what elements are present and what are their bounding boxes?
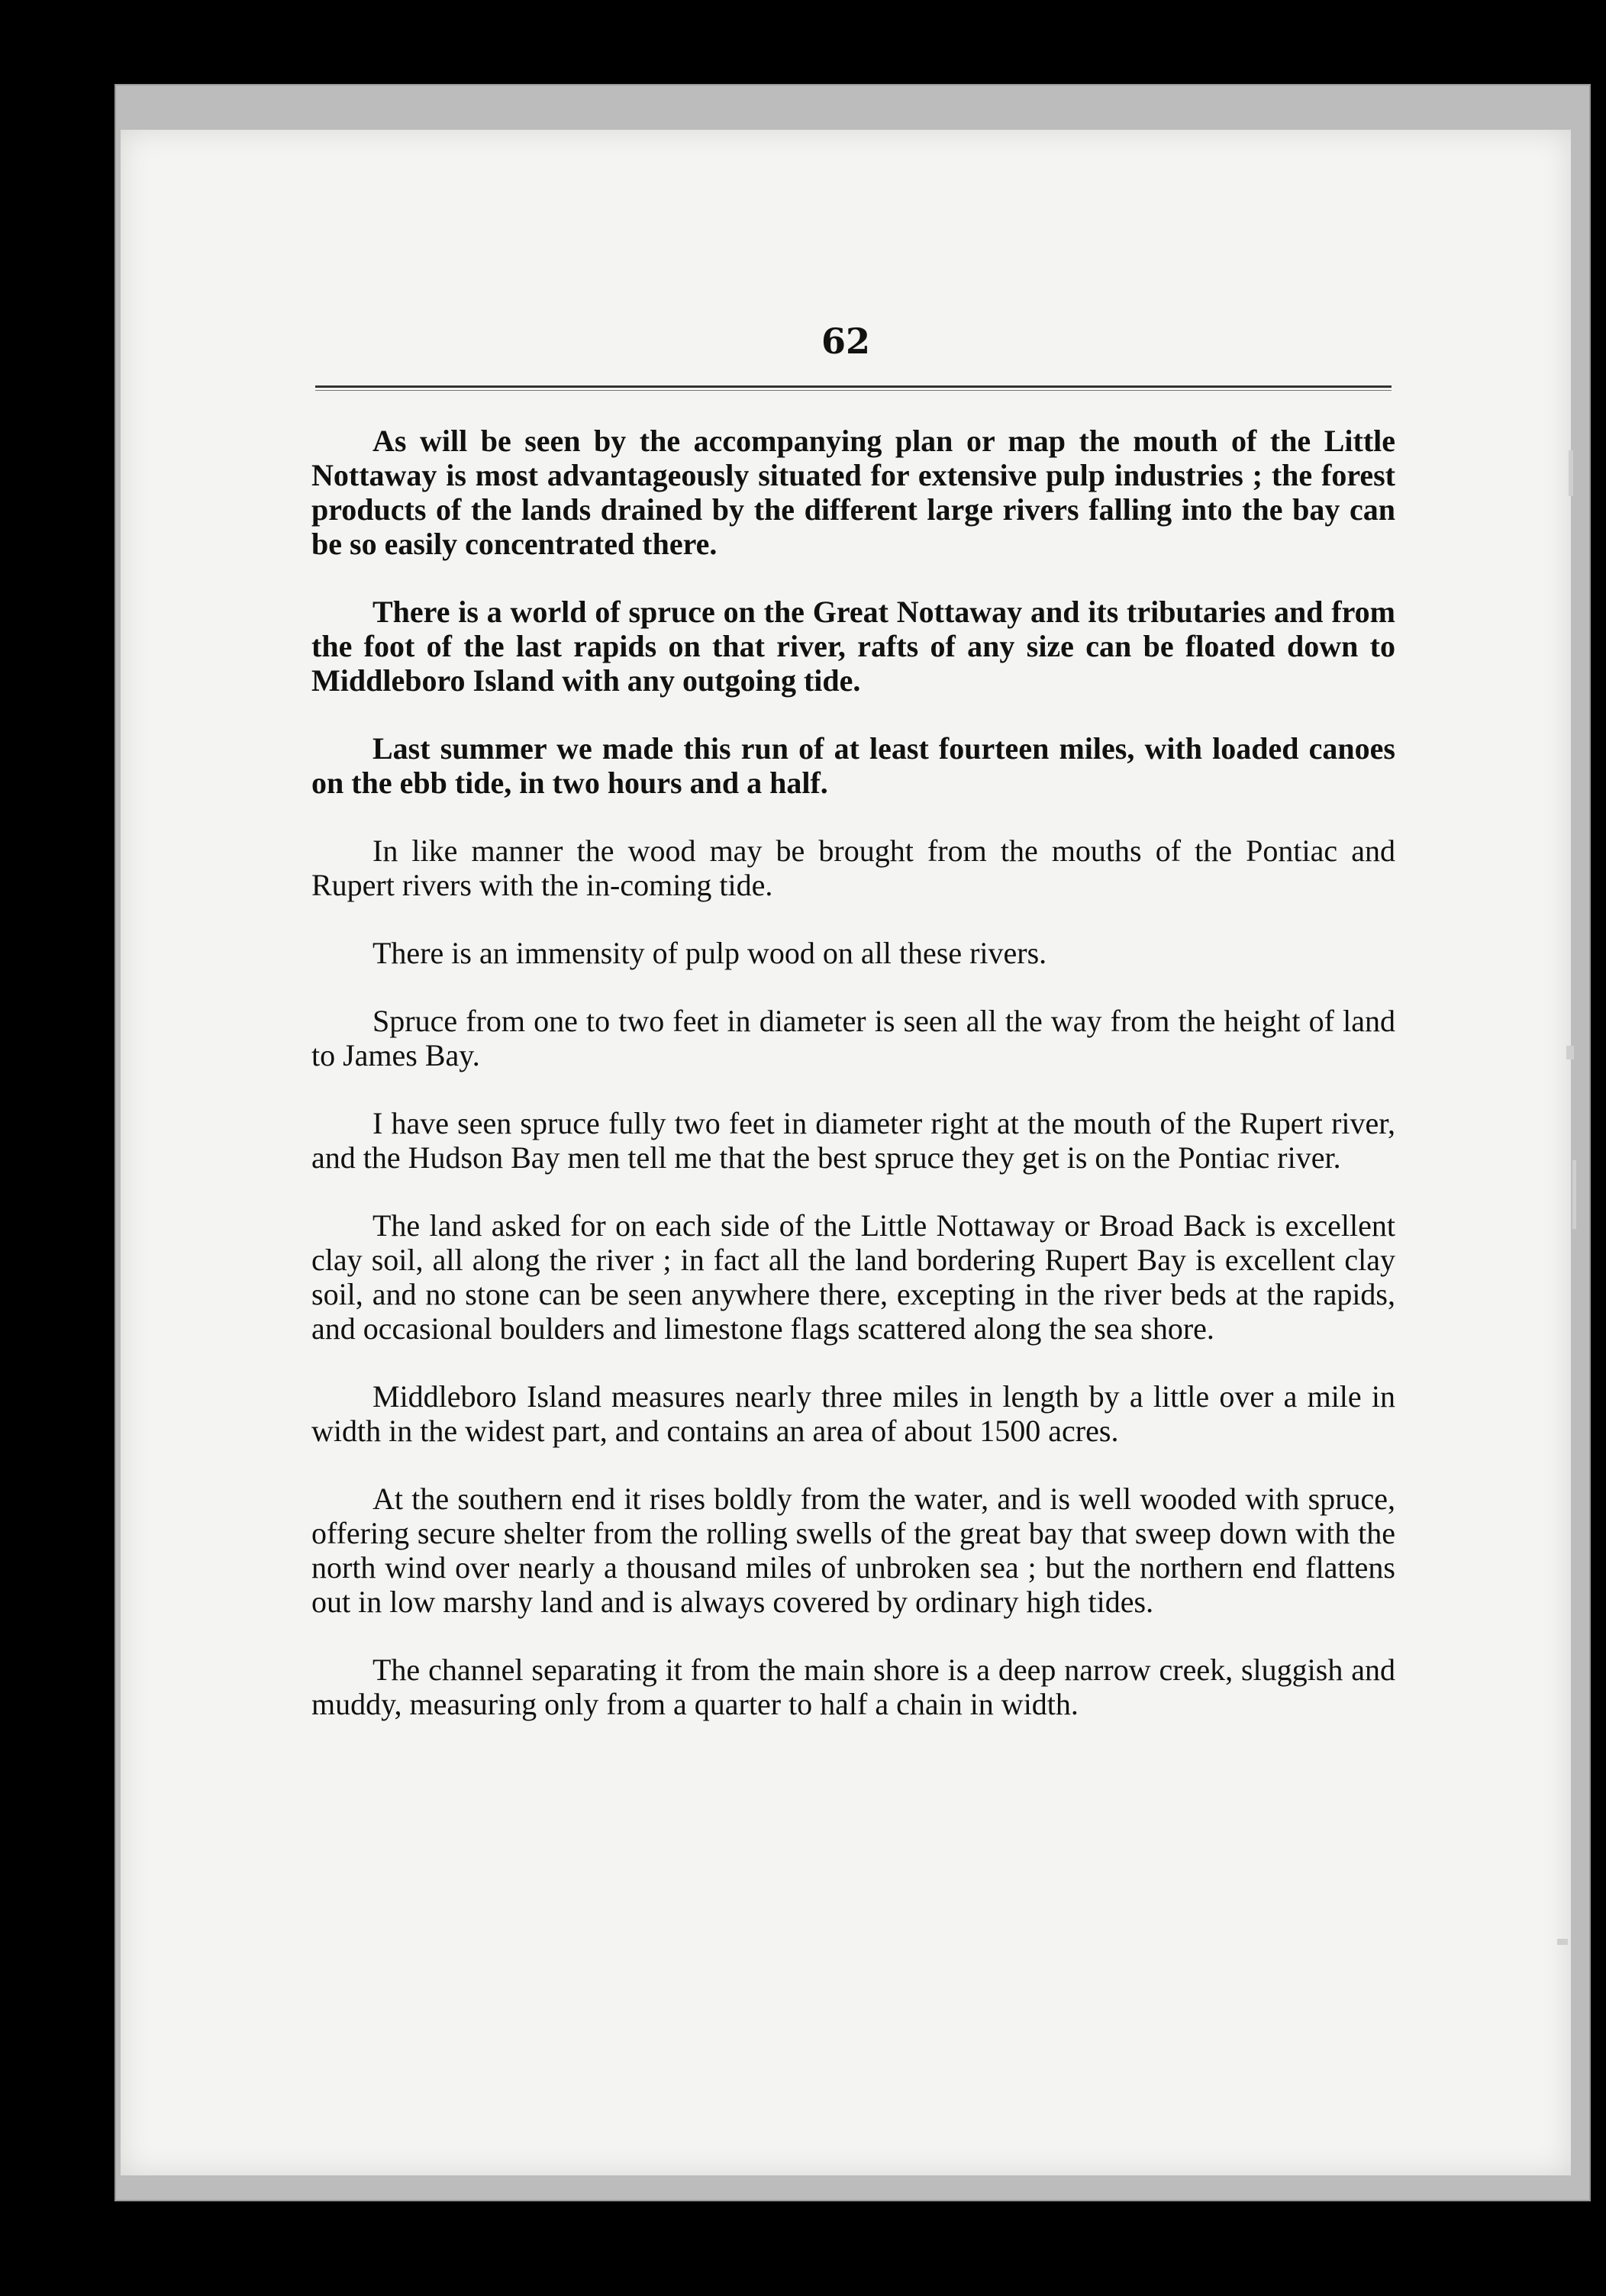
header-rule (315, 385, 1392, 391)
paragraph: As will be seen by the accompanying plan or map the mouth of the Little Nottaway is most advantageously situated for extensive pulp industries ; the forest products of the lands drained by the different large rivers falling into the bay can be so easily concentrated there. (311, 424, 1395, 561)
paragraph: There is an immensity of pulp wood on all these rivers. (372, 936, 1047, 970)
paragraph: In like manner the wood may be brought from the mouths of the Pontiac and Rupert rivers with the in-coming tide. (311, 834, 1395, 902)
page-number: 62 (821, 321, 870, 362)
paragraph: I have seen spruce fully two feet in diameter right at the mouth of the Rupert river, and the Hudson Bay men tell me that the best spruce they get is on the Pontiac river. (311, 1106, 1395, 1175)
paragraph: Middleboro Island measures nearly three miles in length by a little over a mile in width in the widest part, and contains an area of about 1500 acres. (311, 1379, 1395, 1448)
paragraph: The channel separating it from the main shore is a deep narrow creek, sluggish and muddy, measuring only from a quarter to half a chain in width. (311, 1653, 1395, 1721)
paragraph: The land asked for on each side of the Little Nottaway or Broad Back is excellent clay soil, all along the river ; in fact all the land bordering Rupert Bay is excellent clay soil, and no stone can be seen anywhere there, excepting in the river beds at the rapids, and occasional boulders and limestone flags scattered along the sea shore. (311, 1208, 1395, 1346)
paragraph: There is a world of spruce on the Great Nottaway and its tributaries and from the foot of the last rapids on that river, rafts of any size can be floated down to Middleboro Island with any outgoing tide. (311, 595, 1395, 698)
page-body (311, 424, 1395, 1755)
edge-mark (1572, 1160, 1576, 1229)
edge-mark (1566, 1046, 1574, 1059)
paragraph: At the southern end it rises boldly from the water, and is well wooded with spruce, offering secure shelter from the rolling swells of the great bay that sweep down with the north wind over nearly a thousand miles of unbroken sea ; but the northern end flattens out in low marshy land and is always covered by ordinary high tides. (311, 1482, 1395, 1619)
paragraph: Spruce from one to two feet in diameter is seen all the way from the height of land to James Bay. (311, 1004, 1395, 1072)
edge-mark (1557, 1939, 1568, 1945)
document-page (121, 130, 1571, 2175)
edge-mark (1569, 450, 1573, 496)
paragraph: Last summer we made this run of at least fourteen miles, with loaded canoes on the ebb tide, in two hours and a half. (311, 731, 1395, 800)
